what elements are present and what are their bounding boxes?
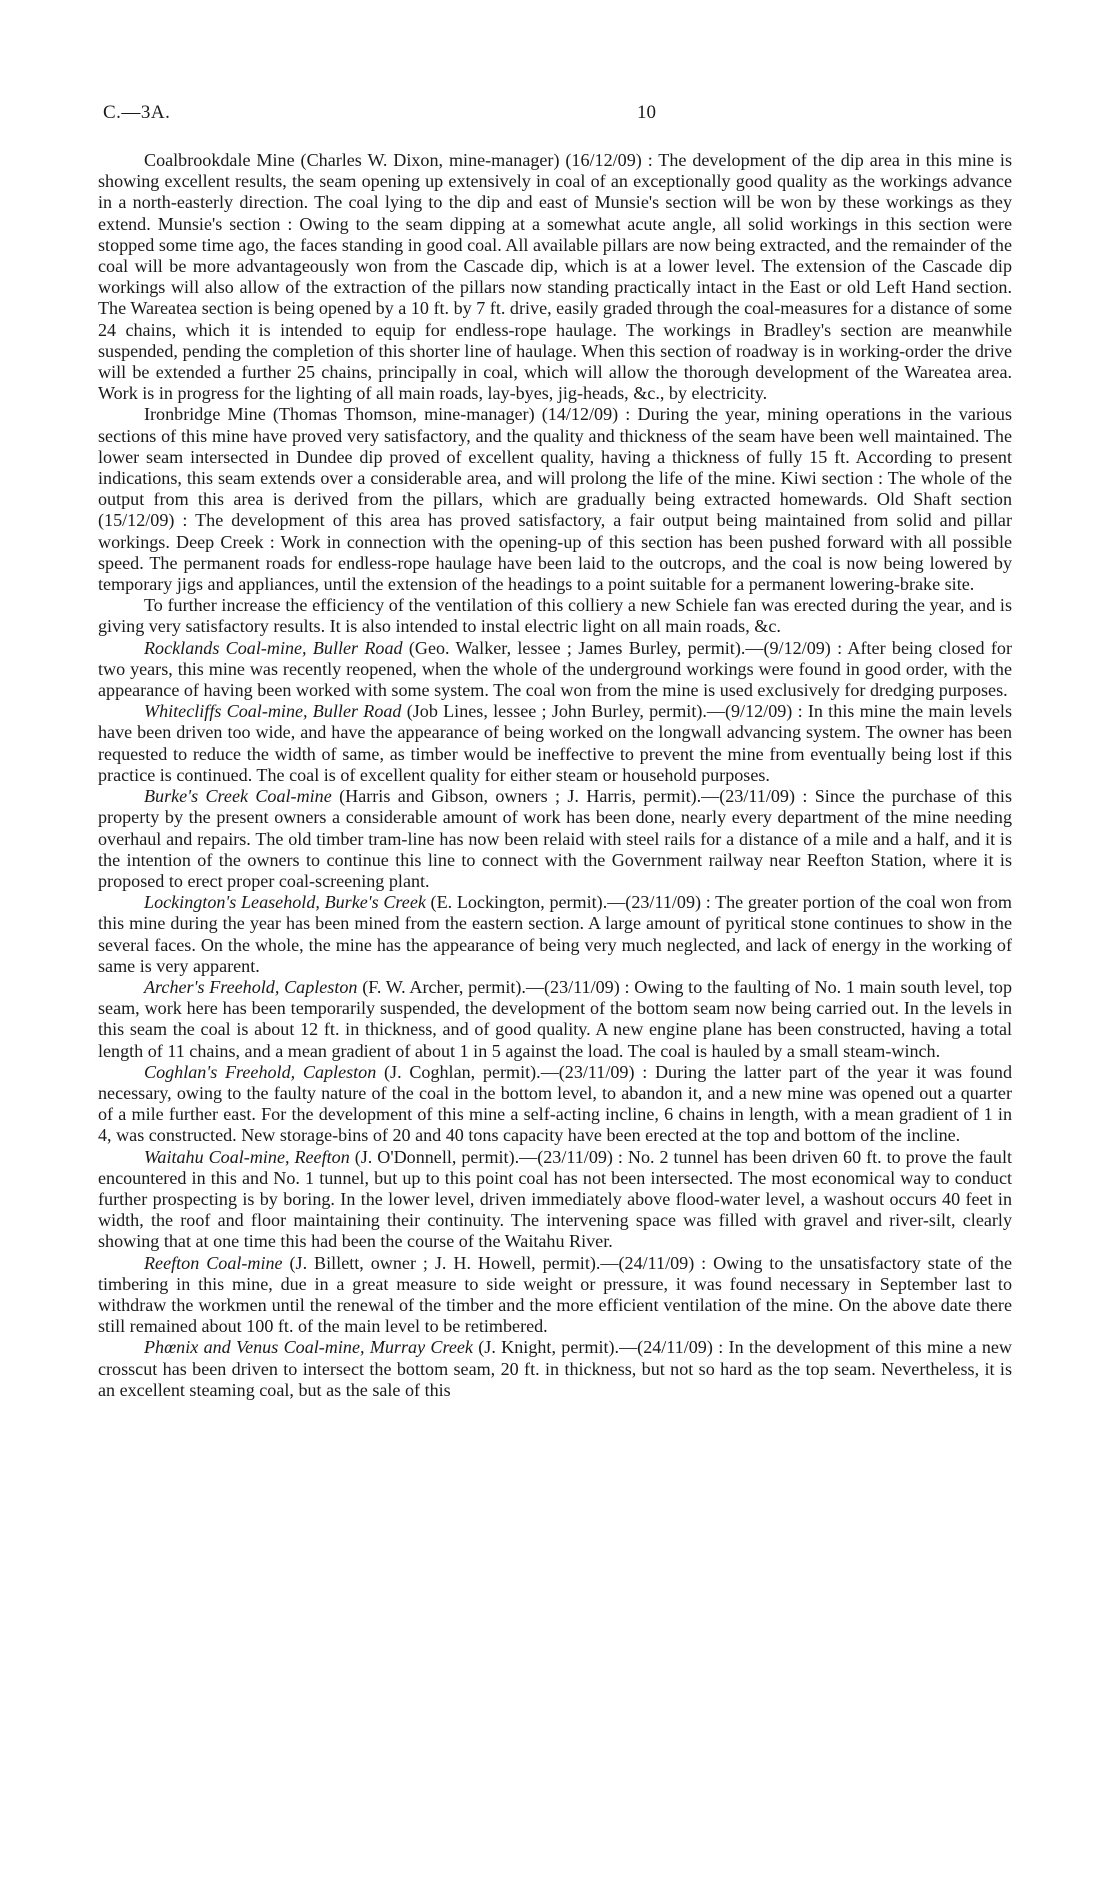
paragraph-archers — [98, 977, 1012, 1062]
paragraph-body: (Thomas Thomson, mine-manager) (14/12/09) : During the year, mining operations in the various sections of this mine have proved very satisfactory, and the quality and thickness of the seam have been well maintained. The lower seam intersected in Dundee dip proved of excellent quality, having a thickness of fully 15 ft. According to present indications, this seam extends over a considerable area, and will prolong the life of the mine. Kiwi section : The whole of the output from this area is derived from the pillars, which are gradually being extracted homewards. Old Shaft section (15/12/09) : The development of this area has proved satisfactory, a fair output being maintained from solid and pillar workings. Deep Creek : Work in connection with the opening-up of this section has been pushed forward with all possible speed. The permanent roads for endless-rope haulage have been laid to the outcrops, and the coal is now being lowered by temporary jigs and appliances, until the extension of the headings to a point suitable for a permanent lowering-brake site. — [98, 404, 1013, 595]
paragraph-coalbrookdale — [98, 150, 1012, 404]
paragraph-lead: Lockington's Leasehold, Burke's Creek — [144, 892, 426, 913]
page-number: 10 — [637, 102, 656, 123]
paragraph-lead: Archer's Freehold, Capleston — [144, 976, 358, 997]
body-text — [98, 150, 1012, 1401]
paragraph-body: (Geo. Walker, lessee ; James Burley, permit).—(9/12/09) : After being closed for two years, this mine was recently reopened, when the whole of the underground workings were found in good order, with the appearance of having been worked with some system. The coal won from the mine is used exclusively for dredging purposes. — [98, 637, 1012, 701]
paragraph-body: To further increase the efficiency of the ventilation of this colliery a new Schiele fan was erected during the year, and is giving very satisfactory results. It is also intended to instal electric light on all main roads, &c. — [98, 595, 1012, 637]
paragraph-body: (Job Lines, lessee ; John Burley, permit).—(9/12/09) : In this mine the main levels have been driven too wide, and have the appearance of being worked on the longwall advancing system. The owner has been requested to reduce the width of same, as timber would be ineffective to prevent the mine from eventually being lost if this practice is continued. The coal is of excellent quality for either steam or household purposes. — [98, 701, 1012, 785]
paragraph-coghlans — [98, 1062, 1012, 1147]
paragraph-body: (E. Lockington, permit).—(23/11/09) : The greater portion of the coal won from this mine during the year has been mined from the eastern section. A large amount of pyritical stone continues to show in the several faces. On the whole, the mine has the appearance of being very much neglected, and lack of energy in the working of same is very apparent. — [98, 892, 1012, 976]
paragraph-reefton — [98, 1253, 1012, 1338]
report-reference: C.—3A. — [103, 102, 171, 123]
paragraph-lead: Ironbridge Mine — [144, 404, 266, 425]
paragraph-lead: Waitahu Coal-mine, Reefton — [144, 1146, 350, 1167]
paragraph-ironbridge — [98, 404, 1012, 595]
paragraph-body: (Charles W. Dixon, mine-manager) (16/12/09) : The development of the dip area in this mine is showing excellent results, the seam opening up extensively in coal of an exceptionally good quality as the workings advance in a north-easterly direction. The coal lying to the dip and east of Munsie's section will be won by these workings as they extend. Munsie's section : Owing to the seam dipping at a somewhat acute angle, all solid workings in this section were stopped some time ago, the faces standing in good coal. All available pillars are now being extracted, and the remainder of the coal will be more advantageously won from the Cascade dip, which is at a lower level. The extension of the Cascade dip workings will also allow of the extraction of the pillars now standing practically intact in the East or old Left Hand section. The Wareatea section is being opened by a 10 ft. by 7 ft. drive, easily graded through the coal-measures for a distance of some 24 chains, which it is intended to equip for endless-rope haulage. The workings in Bradley's section are meanwhile suspended, pending the completion of this shorter line of haulage. When this section of roadway is in working-order the drive will be extended a further 25 chains, principally in coal, which will allow the thorough development of the Wareatea area. Work is in progress for the lighting of all main roads, lay-byes, jig-heads, &c., by electricity. — [98, 150, 1012, 404]
paragraph-lead: Burke's Creek Coal-mine — [144, 786, 332, 807]
paragraph-phoenix-venus — [98, 1337, 1012, 1401]
paragraph-body: (J. Coghlan, permit).—(23/11/09) : During the latter part of the year it was found necessary, owing to the faulty nature of the coal in the bottom level, to abandon it, and a new mine was opened out a quarter of a mile further east. For the development of this mine a self-acting incline, 6 chains in length, with a mean gradient of 1 in 4, was constructed. New storage-bins of 20 and 40 tons capacity have been erected at the top and bottom of the incline. — [98, 1061, 1012, 1146]
paragraph-lead: Whitecliffs Coal-mine, Buller Road — [144, 701, 402, 722]
paragraph-whitecliffs — [98, 701, 1012, 786]
paragraph-body: (F. W. Archer, permit).—(23/11/09) : Owing to the faulting of No. 1 main south level, top seam, work here has been temporarily suspended, the development of the bottom seam now being carried out. In the levels in this seam the coal is about 12 ft. in thickness, and of good quality. A new engine plane has been constructed, having a total length of 11 chains, and a mean gradient of about 1 in 5 against the load. The coal is hauled by a small steam-winch. — [98, 976, 1013, 1061]
paragraph-lead: Coghlan's Freehold, Capleston — [144, 1061, 377, 1082]
paragraph-burkes-creek — [98, 786, 1012, 892]
paragraph-lead: Phœnix and Venus Coal-mine, Murray Creek — [144, 1337, 473, 1358]
paragraph-waitahu — [98, 1147, 1012, 1253]
paragraph-lead: Reefton Coal-mine — [144, 1252, 283, 1273]
paragraph-body: (Harris and Gibson, owners ; J. Harris, permit).—(23/11/09) : Since the purchase of this property by the present owners a considerable amount of work has been done, nearly every department of the mine needing overhaul and repairs. The old timber tram-line has now been relaid with steel rails for a distance of a mile and a half, and it is the intention of the owners to continue this line to connect with the Government railway near Reefton Station, where it is proposed to erect proper coal-screening plant. — [98, 786, 1012, 891]
paragraph-body: (J. O'Donnell, permit).—(23/11/09) : No. 2 tunnel has been driven 60 ft. to prove the fault encountered in this and No. 1 tunnel, but up to this point coal has not been intersected. The most economical way to conduct further prospecting is by boring. In the lower level, driven immediately above flood-water level, a washout occurs 40 feet in width, the roof and floor maintaining their continuity. The intervening space was filled with gravel and river-silt, clearly showing that at one time this had been the course of the Waitahu River. — [98, 1146, 1012, 1252]
paragraph-ventilation — [98, 595, 1012, 637]
page-header — [95, 102, 1010, 132]
paragraph-rocklands — [98, 638, 1012, 702]
paragraph-lockingtons — [98, 892, 1012, 977]
paragraph-body: (J. Knight, permit).—(24/11/09) : In the development of this mine a new crosscut has been driven to intersect the bottom seam, 20 ft. in thickness, but not so hard as the top seam. Nevertheless, it is an excellent steaming coal, but as the sale of this — [98, 1337, 1012, 1400]
paragraph-body: (J. Billett, owner ; J. H. Howell, permit).—(24/11/09) : Owing to the unsatisfactory state of the timbering in this mine, due in a great measure to side weight or pressure, it was found necessary in September last to withdraw the workmen until the renewal of the timber and the more efficient ventilation of the mine. On the above date there still remained about 100 ft. of the main level to be retimbered. — [98, 1252, 1012, 1337]
paragraph-lead: Coalbrookdale Mine — [144, 150, 295, 170]
paragraph-lead: Rocklands Coal-mine, Buller Road — [144, 637, 403, 658]
